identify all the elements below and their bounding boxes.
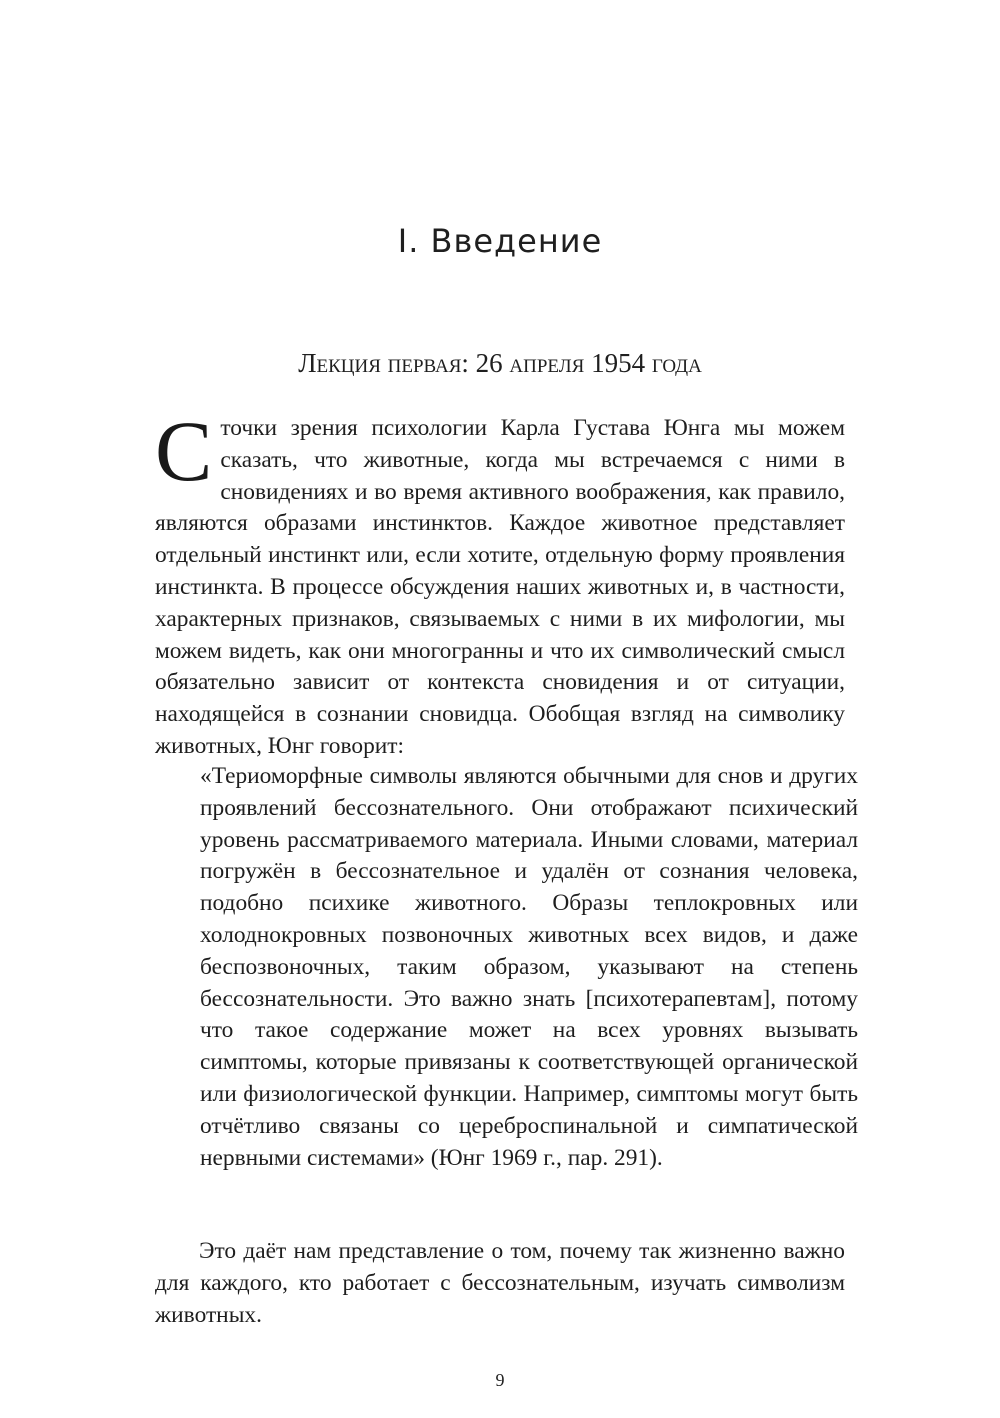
intro-paragraph-text: точки зрения психологии Карла Густава Юнга мы можем сказать, что животные, когда мы встречаемся с ними в сновидениях и во время активного воображения, как правило, являются образами инстинктов. Каждое животное представляет отдельный инстинкт или, если хотите, отдельную форму проявления инстинкта. В процессе обсуждения наших животных и, в частности, характерных признаков, связываемых с ними в их мифологии, мы можем видеть, как они многогранны и что их символический смысл обязательно зависит от контекста сновидения и от ситуации, находящейся в сознании сновидца. Обобщая взгляд на символику животных, Юнг говорит: bbox=[155, 415, 845, 759]
chapter-title: I. Введение bbox=[397, 222, 603, 260]
intro-paragraph bbox=[155, 403, 845, 763]
closing-paragraph: Это даёт нам представление о том, почему так жизненно важно для каждого, кто работает с бессознательным, изучать символизм животных. bbox=[155, 1238, 845, 1328]
drop-cap: С bbox=[155, 403, 213, 499]
lecture-title: Лекция первая: 26 апреля 1954 года bbox=[298, 348, 702, 378]
page-number: 9 bbox=[495, 1370, 505, 1390]
block-quote: «Териоморфные символы являются обычными для снов и других проявлений бессознательного. Они отображают психический уровень рассматриваемого материала. Иными словами, материал погружён в бессознательное и удалён от сознания человека, подобно психике животного. Образы теплокровных или холоднокровных позвоночных животных всех видов, и даже беспозвоночных, таким образом, указывают на степень бессознательности. Это важно знать [психотерапевтам], потому что такое содержание может на всех уровнях вызывать симптомы, которые привязаны к соответствующей органической или физиологической функции. Например, симптомы могут быть отчётливо связаны со цереброспинальной и симпатической нервными системами» (Юнг 1969 г., пар. 291). bbox=[200, 763, 858, 1171]
